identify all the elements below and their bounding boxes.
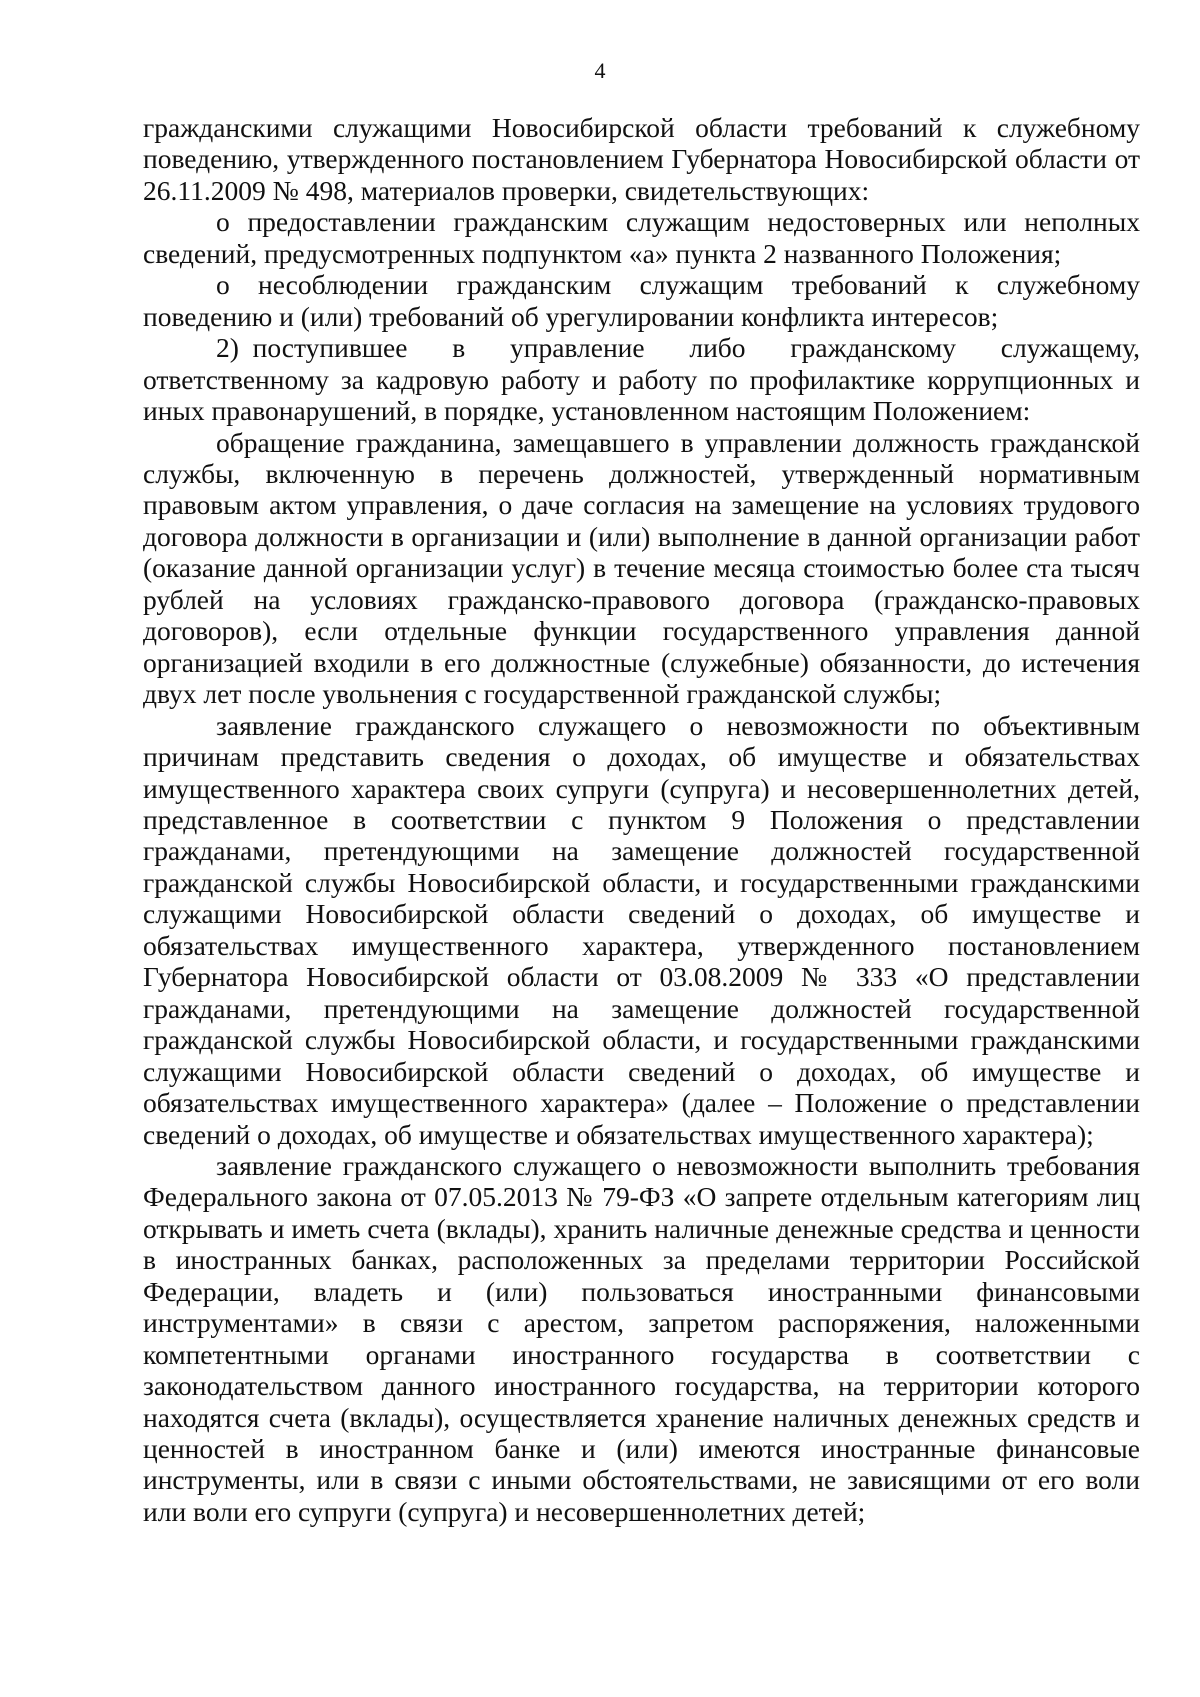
paragraph-foreign-accounts: заявление гражданского служащего о невозможности выполнить требования Федерального закона от 07.05.2013 № 79-ФЗ «О запрете отдельным категориям лиц открывать и иметь счета (вклады), хранить наличные денежные средства и ценности в иностранных банках, расположенных за пределами территории Российской Федерации, владеть и (или) пользоваться иностранными финансовыми инструментами» в связи с арестом, запретом распоряжения, наложенными компетентными органами иностранного государства в соответствии с законодательством данного иностранного государства, на территории которого находятся счета (вклады), осуществляется хранение наличных денежных средств и ценностей в иностранном банке и (или) имеются иностранные финансовые инструменты, или в связи с иными обстоятельствами, не зависящими от его воли или воли его супруги (супруга) и несовершеннолетних детей; [143,1149,1140,1527]
page-number: 4 [594,58,606,83]
paragraph-income-statement: заявление гражданского служащего о невозможности по объективным причинам представить сведения о доходах, об имуществе и обязательствах имущественного характера своих супруги (супруга) и несовершеннолетних детей, представленное в соответствии с пунктом 9 Положения о представлении гражданами, претендующими на замещение должностей государственной гражданской службы Новосибирской области, и государственными гражданскими служащими Новосибирской области сведений о доходах, об имуществе и обязательствах имущественного характера, утвержденного постановлением Губернатора Новосибирской области от 03.08.2009 № 333 «О представлении гражданами, претендующими на замещение должностей государственной гражданской службы Новосибирской области, и государственными гражданскими служащими Новосибирской области сведений о доходах, об имуществе и обязательствах имущественного характера» (далее – Положение о представлении сведений о доходах, об имуществе и обязательствах имущественного характера); [143,709,1140,1150]
document-body [143,112,1140,1527]
paragraph-item-2: 2) поступившее в управление либо гражданскому служащему, ответственному за кадровую работу и работу по профилактике коррупционных и иных правонарушений, в порядке, установленном настоящим Положением: [143,332,1140,427]
paragraph-unreliable-info: о предоставлении гражданским служащим недостоверных или неполных сведений, предусмотренных подпунктом «а» пункта 2 названного Положения; [143,206,1140,269]
paragraph-citizen-appeal: обращение гражданина, замещавшего в управлении должность гражданской службы, включенную в перечень должностей, утвержденный нормативным правовым актом управления, о даче согласия на замещение на условиях трудового договора должности в организации и (или) выполнение в данной организации работ (оказание данной организации услуг) в течение месяца стоимостью более ста тысяч рублей на условиях гражданско-правового договора (гражданско-правовых договоров), если отдельные функции государственного управления данной организацией входили в его должностные (служебные) обязанности, до истечения двух лет после увольнения с государственной гражданской службы; [143,426,1140,710]
paragraph-continuation: гражданскими служащими Новосибирской области требований к служебному поведению, утвержденного постановлением Губернатора Новосибирской области от 26.11.2009 № 498, материалов проверки, свидетельствующих: [143,112,1140,206]
paragraph-noncompliance: о несоблюдении гражданским служащим требований к служебному поведению и (или) требований об урегулировании конфликта интересов; [143,269,1140,332]
